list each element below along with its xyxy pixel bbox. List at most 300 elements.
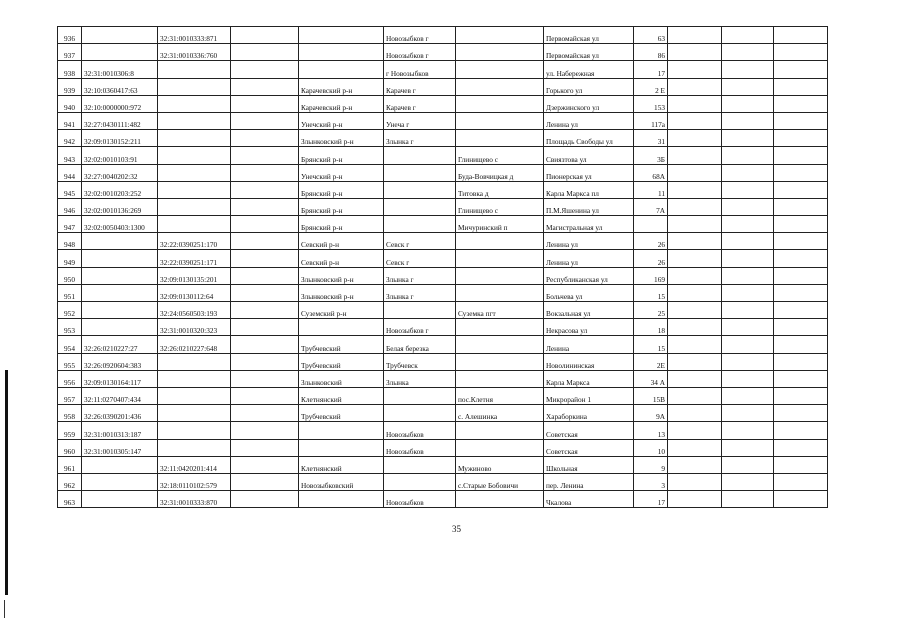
cadastral-number-b-cell (158, 164, 231, 181)
cadastral-number-a-cell (82, 456, 158, 473)
street-cell: Свиязтова ул (544, 147, 634, 164)
table-row (58, 95, 828, 112)
street-cell: Горького ул (544, 78, 634, 95)
city-cell (384, 181, 456, 198)
district-cell (299, 491, 384, 508)
street-cell: Ленина ул (544, 250, 634, 267)
blank-cell-3 (774, 405, 828, 422)
blank-cell-1 (668, 78, 722, 95)
row-number-cell: 962 (58, 473, 82, 490)
extra-cell (231, 387, 299, 404)
street-cell: Новолининская (544, 353, 634, 370)
district-cell: Трубчевский (299, 353, 384, 370)
row-number-cell: 952 (58, 302, 82, 319)
blank-cell-3 (774, 302, 828, 319)
cadastral-number-b-cell: 32:22:0390251:170 (158, 233, 231, 250)
house-cell: 11 (634, 181, 668, 198)
row-number-cell: 944 (58, 164, 82, 181)
blank-cell-2 (722, 250, 774, 267)
house-cell: 117а (634, 112, 668, 129)
cadastral-number-b-cell: 32:31:0010333:870 (158, 491, 231, 508)
cadastral-number-a-cell (82, 233, 158, 250)
district-cell: Брянский р-н (299, 181, 384, 198)
city-cell: Злынка (384, 370, 456, 387)
blank-cell-3 (774, 164, 828, 181)
cadastral-number-b-cell: 32:09:0130112:64 (158, 284, 231, 301)
extra-cell (231, 370, 299, 387)
city-cell (384, 405, 456, 422)
row-number-cell: 947 (58, 216, 82, 233)
cadastral-number-a-cell: 32:09:0130164:117 (82, 370, 158, 387)
blank-cell-2 (722, 353, 774, 370)
extra-cell (231, 250, 299, 267)
blank-cell-2 (722, 27, 774, 44)
settlement-cell (456, 78, 544, 95)
cadastral-number-a-cell (82, 302, 158, 319)
house-cell: 26 (634, 250, 668, 267)
extra-cell (231, 181, 299, 198)
house-cell: 10 (634, 439, 668, 456)
district-cell: Злынковский р-н (299, 130, 384, 147)
street-cell: Хараборкина (544, 405, 634, 422)
settlement-cell: с.Старые Бобовичи (456, 473, 544, 490)
street-cell: Ленина ул (544, 112, 634, 129)
house-cell: 9А (634, 405, 668, 422)
blank-cell-2 (722, 302, 774, 319)
street-cell: Карла Маркса (544, 370, 634, 387)
district-cell: Трубчевский (299, 336, 384, 353)
row-number-cell: 960 (58, 439, 82, 456)
row-number-cell: 948 (58, 233, 82, 250)
scan-edge-mark-lower (4, 600, 5, 618)
settlement-cell (456, 44, 544, 61)
city-cell: Новозыбков (384, 439, 456, 456)
blank-cell-1 (668, 112, 722, 129)
cadastral-number-a-cell: 32:02:0050403:1300 (82, 216, 158, 233)
blank-cell-3 (774, 216, 828, 233)
blank-cell-3 (774, 130, 828, 147)
extra-cell (231, 422, 299, 439)
row-number-cell: 958 (58, 405, 82, 422)
house-cell (634, 216, 668, 233)
house-cell: 13 (634, 422, 668, 439)
city-cell: Новозыбков г (384, 319, 456, 336)
city-cell: Новозыбков г (384, 44, 456, 61)
cadastral-number-b-cell (158, 216, 231, 233)
blank-cell-2 (722, 473, 774, 490)
blank-cell-3 (774, 181, 828, 198)
cadastral-number-b-cell (158, 387, 231, 404)
settlement-cell (456, 233, 544, 250)
city-cell (384, 164, 456, 181)
city-cell: Злынка г (384, 267, 456, 284)
house-cell: 68А (634, 164, 668, 181)
extra-cell (231, 198, 299, 215)
registry-body (58, 27, 828, 508)
cadastral-number-b-cell (158, 61, 231, 78)
blank-cell-2 (722, 130, 774, 147)
cadastral-number-b-cell (158, 181, 231, 198)
blank-cell-2 (722, 491, 774, 508)
row-number-cell: 950 (58, 267, 82, 284)
table-row (58, 405, 828, 422)
cadastral-number-b-cell: 32:18:0110102:579 (158, 473, 231, 490)
cadastral-number-b-cell: 32:22:0390251:171 (158, 250, 231, 267)
table-row (58, 473, 828, 490)
row-number-cell: 942 (58, 130, 82, 147)
blank-cell-2 (722, 387, 774, 404)
blank-cell-3 (774, 284, 828, 301)
cadastral-number-b-cell: 32:09:0130135:201 (158, 267, 231, 284)
row-number-cell: 945 (58, 181, 82, 198)
extra-cell (231, 405, 299, 422)
house-cell: 9 (634, 456, 668, 473)
extra-cell (231, 491, 299, 508)
settlement-cell (456, 353, 544, 370)
district-cell: Брянский р-н (299, 147, 384, 164)
settlement-cell (456, 61, 544, 78)
house-cell: 86 (634, 44, 668, 61)
blank-cell-3 (774, 112, 828, 129)
extra-cell (231, 44, 299, 61)
district-cell: Злынковский р-н (299, 284, 384, 301)
street-cell: Дзержинского ул (544, 95, 634, 112)
blank-cell-1 (668, 216, 722, 233)
table-row (58, 284, 828, 301)
table-row (58, 319, 828, 336)
page-number: 35 (452, 524, 461, 534)
blank-cell-1 (668, 353, 722, 370)
settlement-cell (456, 27, 544, 44)
city-cell: Новозыбков (384, 422, 456, 439)
extra-cell (231, 473, 299, 490)
blank-cell-3 (774, 61, 828, 78)
blank-cell-1 (668, 130, 722, 147)
house-cell: 15В (634, 387, 668, 404)
house-cell: 17 (634, 491, 668, 508)
blank-cell-2 (722, 370, 774, 387)
blank-cell-1 (668, 370, 722, 387)
cadastral-number-a-cell: 32:26:0210227:27 (82, 336, 158, 353)
blank-cell-3 (774, 27, 828, 44)
cadastral-number-b-cell: 32:11:0420201:414 (158, 456, 231, 473)
row-number-cell: 956 (58, 370, 82, 387)
cadastral-number-b-cell (158, 353, 231, 370)
table-row (58, 61, 828, 78)
cadastral-number-b-cell: 32:26:0210227:648 (158, 336, 231, 353)
cadastral-number-a-cell: 32:27:0040202:32 (82, 164, 158, 181)
row-number-cell: 946 (58, 198, 82, 215)
district-cell: Новозыбковский (299, 473, 384, 490)
blank-cell-1 (668, 250, 722, 267)
city-cell: Унеча г (384, 112, 456, 129)
settlement-cell: Глинищево с (456, 147, 544, 164)
district-cell: Брянский р-н (299, 198, 384, 215)
city-cell: Злынка г (384, 130, 456, 147)
blank-cell-3 (774, 267, 828, 284)
blank-cell-1 (668, 302, 722, 319)
house-cell: 18 (634, 319, 668, 336)
blank-cell-1 (668, 61, 722, 78)
street-cell: Микрорайон 1 (544, 387, 634, 404)
extra-cell (231, 439, 299, 456)
settlement-cell (456, 439, 544, 456)
blank-cell-2 (722, 61, 774, 78)
scan-edge-mark (5, 370, 8, 595)
district-cell: Злынковский (299, 370, 384, 387)
row-number-cell: 937 (58, 44, 82, 61)
settlement-cell: Суземка пгт (456, 302, 544, 319)
district-cell: Трубчевский (299, 405, 384, 422)
table-row (58, 456, 828, 473)
row-number-cell: 941 (58, 112, 82, 129)
row-number-cell: 961 (58, 456, 82, 473)
settlement-cell: Мичуринский п (456, 216, 544, 233)
settlement-cell (456, 319, 544, 336)
cadastral-number-a-cell: 32:26:0920604:383 (82, 353, 158, 370)
district-cell: Унечский р-н (299, 164, 384, 181)
extra-cell (231, 284, 299, 301)
blank-cell-1 (668, 147, 722, 164)
table-row (58, 491, 828, 508)
table-row (58, 336, 828, 353)
blank-cell-2 (722, 439, 774, 456)
blank-cell-1 (668, 336, 722, 353)
row-number-cell: 943 (58, 147, 82, 164)
cadastral-number-b-cell: 32:31:0010320:323 (158, 319, 231, 336)
table-row (58, 439, 828, 456)
district-cell (299, 61, 384, 78)
city-cell: Новозыбков (384, 491, 456, 508)
row-number-cell: 940 (58, 95, 82, 112)
street-cell: Республиканская ул (544, 267, 634, 284)
district-cell (299, 44, 384, 61)
settlement-cell (456, 422, 544, 439)
cadastral-number-b-cell (158, 405, 231, 422)
property-registry-table (57, 26, 828, 508)
district-cell: Брянский р-н (299, 216, 384, 233)
settlement-cell: с. Алешинка (456, 405, 544, 422)
cadastral-number-a-cell (82, 473, 158, 490)
extra-cell (231, 95, 299, 112)
street-cell: Пионерская ул (544, 164, 634, 181)
district-cell: Клетнянский (299, 387, 384, 404)
city-cell (384, 216, 456, 233)
house-cell: 169 (634, 267, 668, 284)
settlement-cell: Буда-Вовчицкая д (456, 164, 544, 181)
cadastral-number-a-cell: 32:27:0430111:482 (82, 112, 158, 129)
table-row (58, 267, 828, 284)
blank-cell-3 (774, 370, 828, 387)
city-cell: Новозыбков г (384, 27, 456, 44)
street-cell: Вокзальная ул (544, 302, 634, 319)
blank-cell-1 (668, 387, 722, 404)
blank-cell-3 (774, 353, 828, 370)
settlement-cell: Мужиново (456, 456, 544, 473)
cadastral-number-a-cell: 32:09:0130152:211 (82, 130, 158, 147)
district-cell: Злынковский р-н (299, 267, 384, 284)
city-cell: г Новозыбков (384, 61, 456, 78)
district-cell: Севский р-н (299, 250, 384, 267)
blank-cell-1 (668, 284, 722, 301)
table-row (58, 44, 828, 61)
blank-cell-2 (722, 164, 774, 181)
row-number-cell: 951 (58, 284, 82, 301)
city-cell (384, 456, 456, 473)
city-cell (384, 198, 456, 215)
table-row (58, 164, 828, 181)
extra-cell (231, 319, 299, 336)
extra-cell (231, 27, 299, 44)
blank-cell-3 (774, 44, 828, 61)
blank-cell-3 (774, 198, 828, 215)
row-number-cell: 954 (58, 336, 82, 353)
street-cell: Карла Маркса пл (544, 181, 634, 198)
settlement-cell (456, 112, 544, 129)
blank-cell-2 (722, 95, 774, 112)
district-cell (299, 319, 384, 336)
city-cell: Белая березка (384, 336, 456, 353)
house-cell: 25 (634, 302, 668, 319)
cadastral-number-a-cell (82, 250, 158, 267)
street-cell: Площадь Свободы ул (544, 130, 634, 147)
settlement-cell (456, 267, 544, 284)
cadastral-number-b-cell (158, 198, 231, 215)
blank-cell-1 (668, 233, 722, 250)
blank-cell-3 (774, 147, 828, 164)
city-cell (384, 387, 456, 404)
house-cell: 3 (634, 473, 668, 490)
cadastral-number-b-cell (158, 78, 231, 95)
street-cell: ул. Набережная (544, 61, 634, 78)
street-cell: Чкалова (544, 491, 634, 508)
street-cell: Первомайская ул (544, 27, 634, 44)
cadastral-number-b-cell: 32:31:0010336:760 (158, 44, 231, 61)
blank-cell-1 (668, 267, 722, 284)
blank-cell-3 (774, 78, 828, 95)
blank-cell-3 (774, 491, 828, 508)
street-cell: Советская (544, 439, 634, 456)
blank-cell-1 (668, 164, 722, 181)
blank-cell-2 (722, 198, 774, 215)
city-cell: Севск г (384, 250, 456, 267)
extra-cell (231, 353, 299, 370)
cadastral-number-b-cell (158, 95, 231, 112)
city-cell: Карачев г (384, 95, 456, 112)
house-cell: 17 (634, 61, 668, 78)
settlement-cell (456, 336, 544, 353)
house-cell: 15 (634, 284, 668, 301)
blank-cell-2 (722, 456, 774, 473)
house-cell: 3Б (634, 147, 668, 164)
city-cell: Злынка г (384, 284, 456, 301)
house-cell: 2Е (634, 353, 668, 370)
row-number-cell: 955 (58, 353, 82, 370)
table-row (58, 387, 828, 404)
extra-cell (231, 78, 299, 95)
table-row (58, 198, 828, 215)
settlement-cell (456, 370, 544, 387)
row-number-cell: 963 (58, 491, 82, 508)
cadastral-number-a-cell (82, 284, 158, 301)
cadastral-number-b-cell (158, 422, 231, 439)
city-cell (384, 147, 456, 164)
table-row (58, 181, 828, 198)
cadastral-number-a-cell: 32:31:0010306:8 (82, 61, 158, 78)
cadastral-number-a-cell: 32:31:0010305:147 (82, 439, 158, 456)
blank-cell-3 (774, 422, 828, 439)
extra-cell (231, 112, 299, 129)
table-row (58, 353, 828, 370)
city-cell: Карачев г (384, 78, 456, 95)
blank-cell-2 (722, 336, 774, 353)
street-cell: Некрасова ул (544, 319, 634, 336)
blank-cell-2 (722, 284, 774, 301)
settlement-cell: Глинищево с (456, 198, 544, 215)
settlement-cell (456, 130, 544, 147)
extra-cell (231, 147, 299, 164)
cadastral-number-b-cell: 32:31:0010333:871 (158, 27, 231, 44)
cadastral-number-a-cell: 32:26:0390201:436 (82, 405, 158, 422)
district-cell: Карачевский р-н (299, 95, 384, 112)
cadastral-number-a-cell (82, 267, 158, 284)
extra-cell (231, 267, 299, 284)
blank-cell-2 (722, 112, 774, 129)
blank-cell-1 (668, 95, 722, 112)
cadastral-number-a-cell: 32:02:0010136:269 (82, 198, 158, 215)
extra-cell (231, 233, 299, 250)
blank-cell-2 (722, 147, 774, 164)
row-number-cell: 936 (58, 27, 82, 44)
row-number-cell: 953 (58, 319, 82, 336)
district-cell: Карачевский р-н (299, 78, 384, 95)
extra-cell (231, 336, 299, 353)
blank-cell-2 (722, 44, 774, 61)
settlement-cell: Титовка д (456, 181, 544, 198)
street-cell: П.М.Яшенина ул (544, 198, 634, 215)
cadastral-number-a-cell: 32:10:0000000:972 (82, 95, 158, 112)
blank-cell-3 (774, 456, 828, 473)
house-cell: 15 (634, 336, 668, 353)
settlement-cell (456, 95, 544, 112)
blank-cell-1 (668, 44, 722, 61)
blank-cell-1 (668, 27, 722, 44)
blank-cell-1 (668, 473, 722, 490)
city-cell (384, 473, 456, 490)
blank-cell-2 (722, 422, 774, 439)
table-row (58, 250, 828, 267)
extra-cell (231, 130, 299, 147)
blank-cell-3 (774, 473, 828, 490)
street-cell: Магистральная ул (544, 216, 634, 233)
blank-cell-2 (722, 267, 774, 284)
table-row (58, 112, 828, 129)
district-cell: Унечский р-н (299, 112, 384, 129)
row-number-cell: 957 (58, 387, 82, 404)
table-row (58, 302, 828, 319)
blank-cell-2 (722, 405, 774, 422)
cadastral-number-a-cell (82, 44, 158, 61)
city-cell (384, 302, 456, 319)
blank-cell-3 (774, 387, 828, 404)
cadastral-number-a-cell (82, 319, 158, 336)
house-cell: 26 (634, 233, 668, 250)
city-cell: Севск г (384, 233, 456, 250)
street-cell: Ленина (544, 336, 634, 353)
cadastral-number-b-cell (158, 370, 231, 387)
extra-cell (231, 216, 299, 233)
street-cell: пер. Ленина (544, 473, 634, 490)
